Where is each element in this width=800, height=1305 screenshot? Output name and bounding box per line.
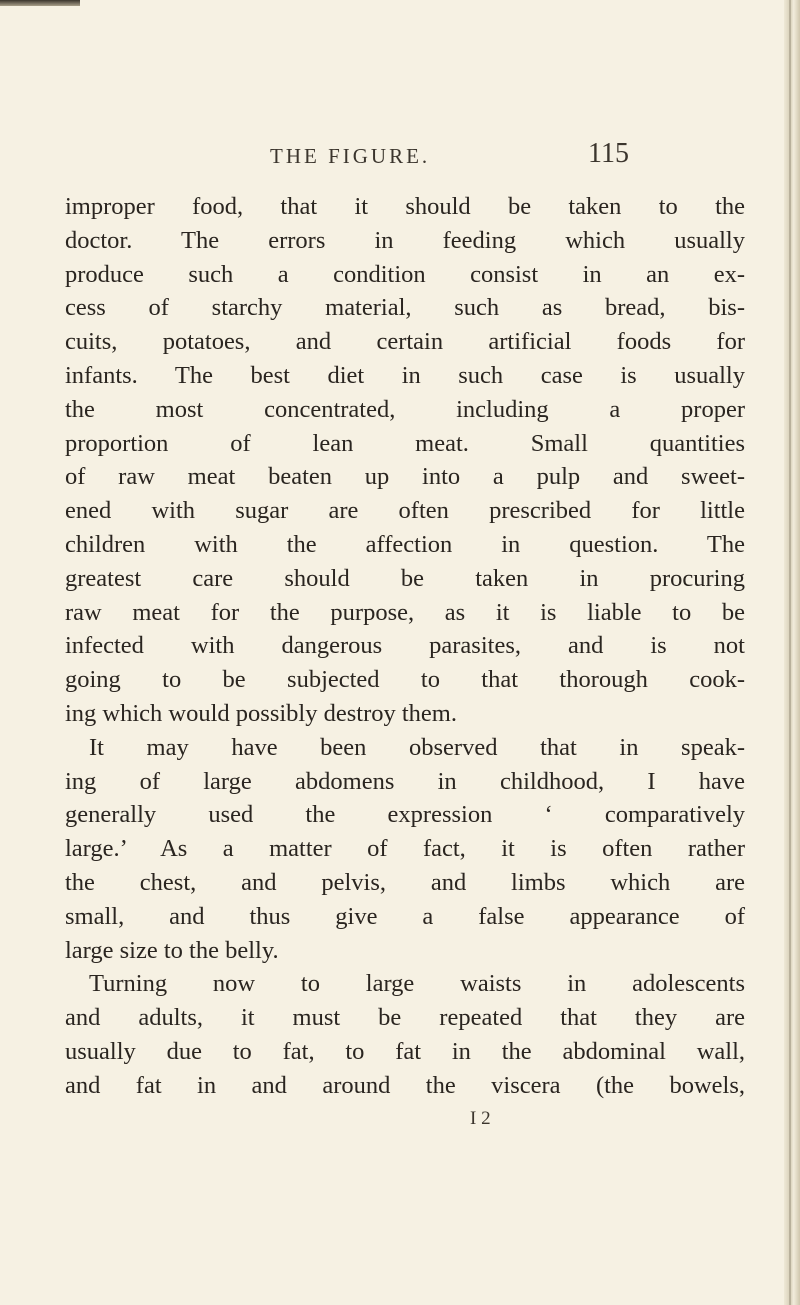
text-line: ing which would possibly destroy them. xyxy=(65,699,457,727)
text-line: infected with dangerous parasites, and is not xyxy=(65,632,745,660)
body-text xyxy=(65,190,745,1103)
running-head: THE FIGURE. xyxy=(270,144,431,168)
page-number: 115 xyxy=(588,138,629,169)
text-line: large size to the belly. xyxy=(65,936,279,964)
page-binding-edge xyxy=(784,0,800,1305)
text-line: and adults, it must be repeated that they are xyxy=(65,1004,745,1032)
signature-mark: I 2 xyxy=(470,1108,491,1129)
text-line: the chest, and pelvis, and limbs which are xyxy=(65,868,745,896)
text-line: cess of starchy material, such as bread, bis- xyxy=(65,294,745,322)
text-line: large.’ As a matter of fact, it is often rather xyxy=(65,835,745,863)
text-line: greatest care should be taken in procuring xyxy=(65,564,745,592)
page-top-edge xyxy=(0,0,80,6)
text-line: ened with sugar are often prescribed for little xyxy=(65,497,745,525)
text-line: going to be subjected to that thorough cook- xyxy=(65,666,745,694)
text-line: cuits, potatoes, and certain artificial foods for xyxy=(65,328,745,356)
text-line: of raw meat beaten up into a pulp and sweet- xyxy=(65,463,745,491)
text-line: raw meat for the purpose, as it is liable to be xyxy=(65,598,745,626)
binding-line xyxy=(789,0,791,1305)
text-line: produce such a condition consist in an ex- xyxy=(65,260,745,288)
text-line: generally used the expression ‘ comparatively xyxy=(65,801,745,829)
text-line: small, and thus give a false appearance of xyxy=(65,902,745,930)
text-line: It may have been observed that in speak- xyxy=(89,733,745,761)
text-line: usually due to fat, to fat in the abdominal wall, xyxy=(65,1037,745,1065)
text-line: Turning now to large waists in adolescents xyxy=(89,970,745,998)
text-line: children with the affection in question. The xyxy=(65,530,745,558)
text-line: doctor. The errors in feeding which usually xyxy=(65,226,745,254)
text-line: and fat in and around the viscera (the bowels, xyxy=(65,1071,745,1099)
text-line: ing of large abdomens in childhood, I have xyxy=(65,767,745,795)
text-line: proportion of lean meat. Small quantities xyxy=(65,429,745,457)
text-line: the most concentrated, including a proper xyxy=(65,395,745,423)
text-line: improper food, that it should be taken to the xyxy=(65,193,745,220)
text-line: infants. The best diet in such case is usually xyxy=(65,361,745,389)
page-header xyxy=(270,138,670,174)
